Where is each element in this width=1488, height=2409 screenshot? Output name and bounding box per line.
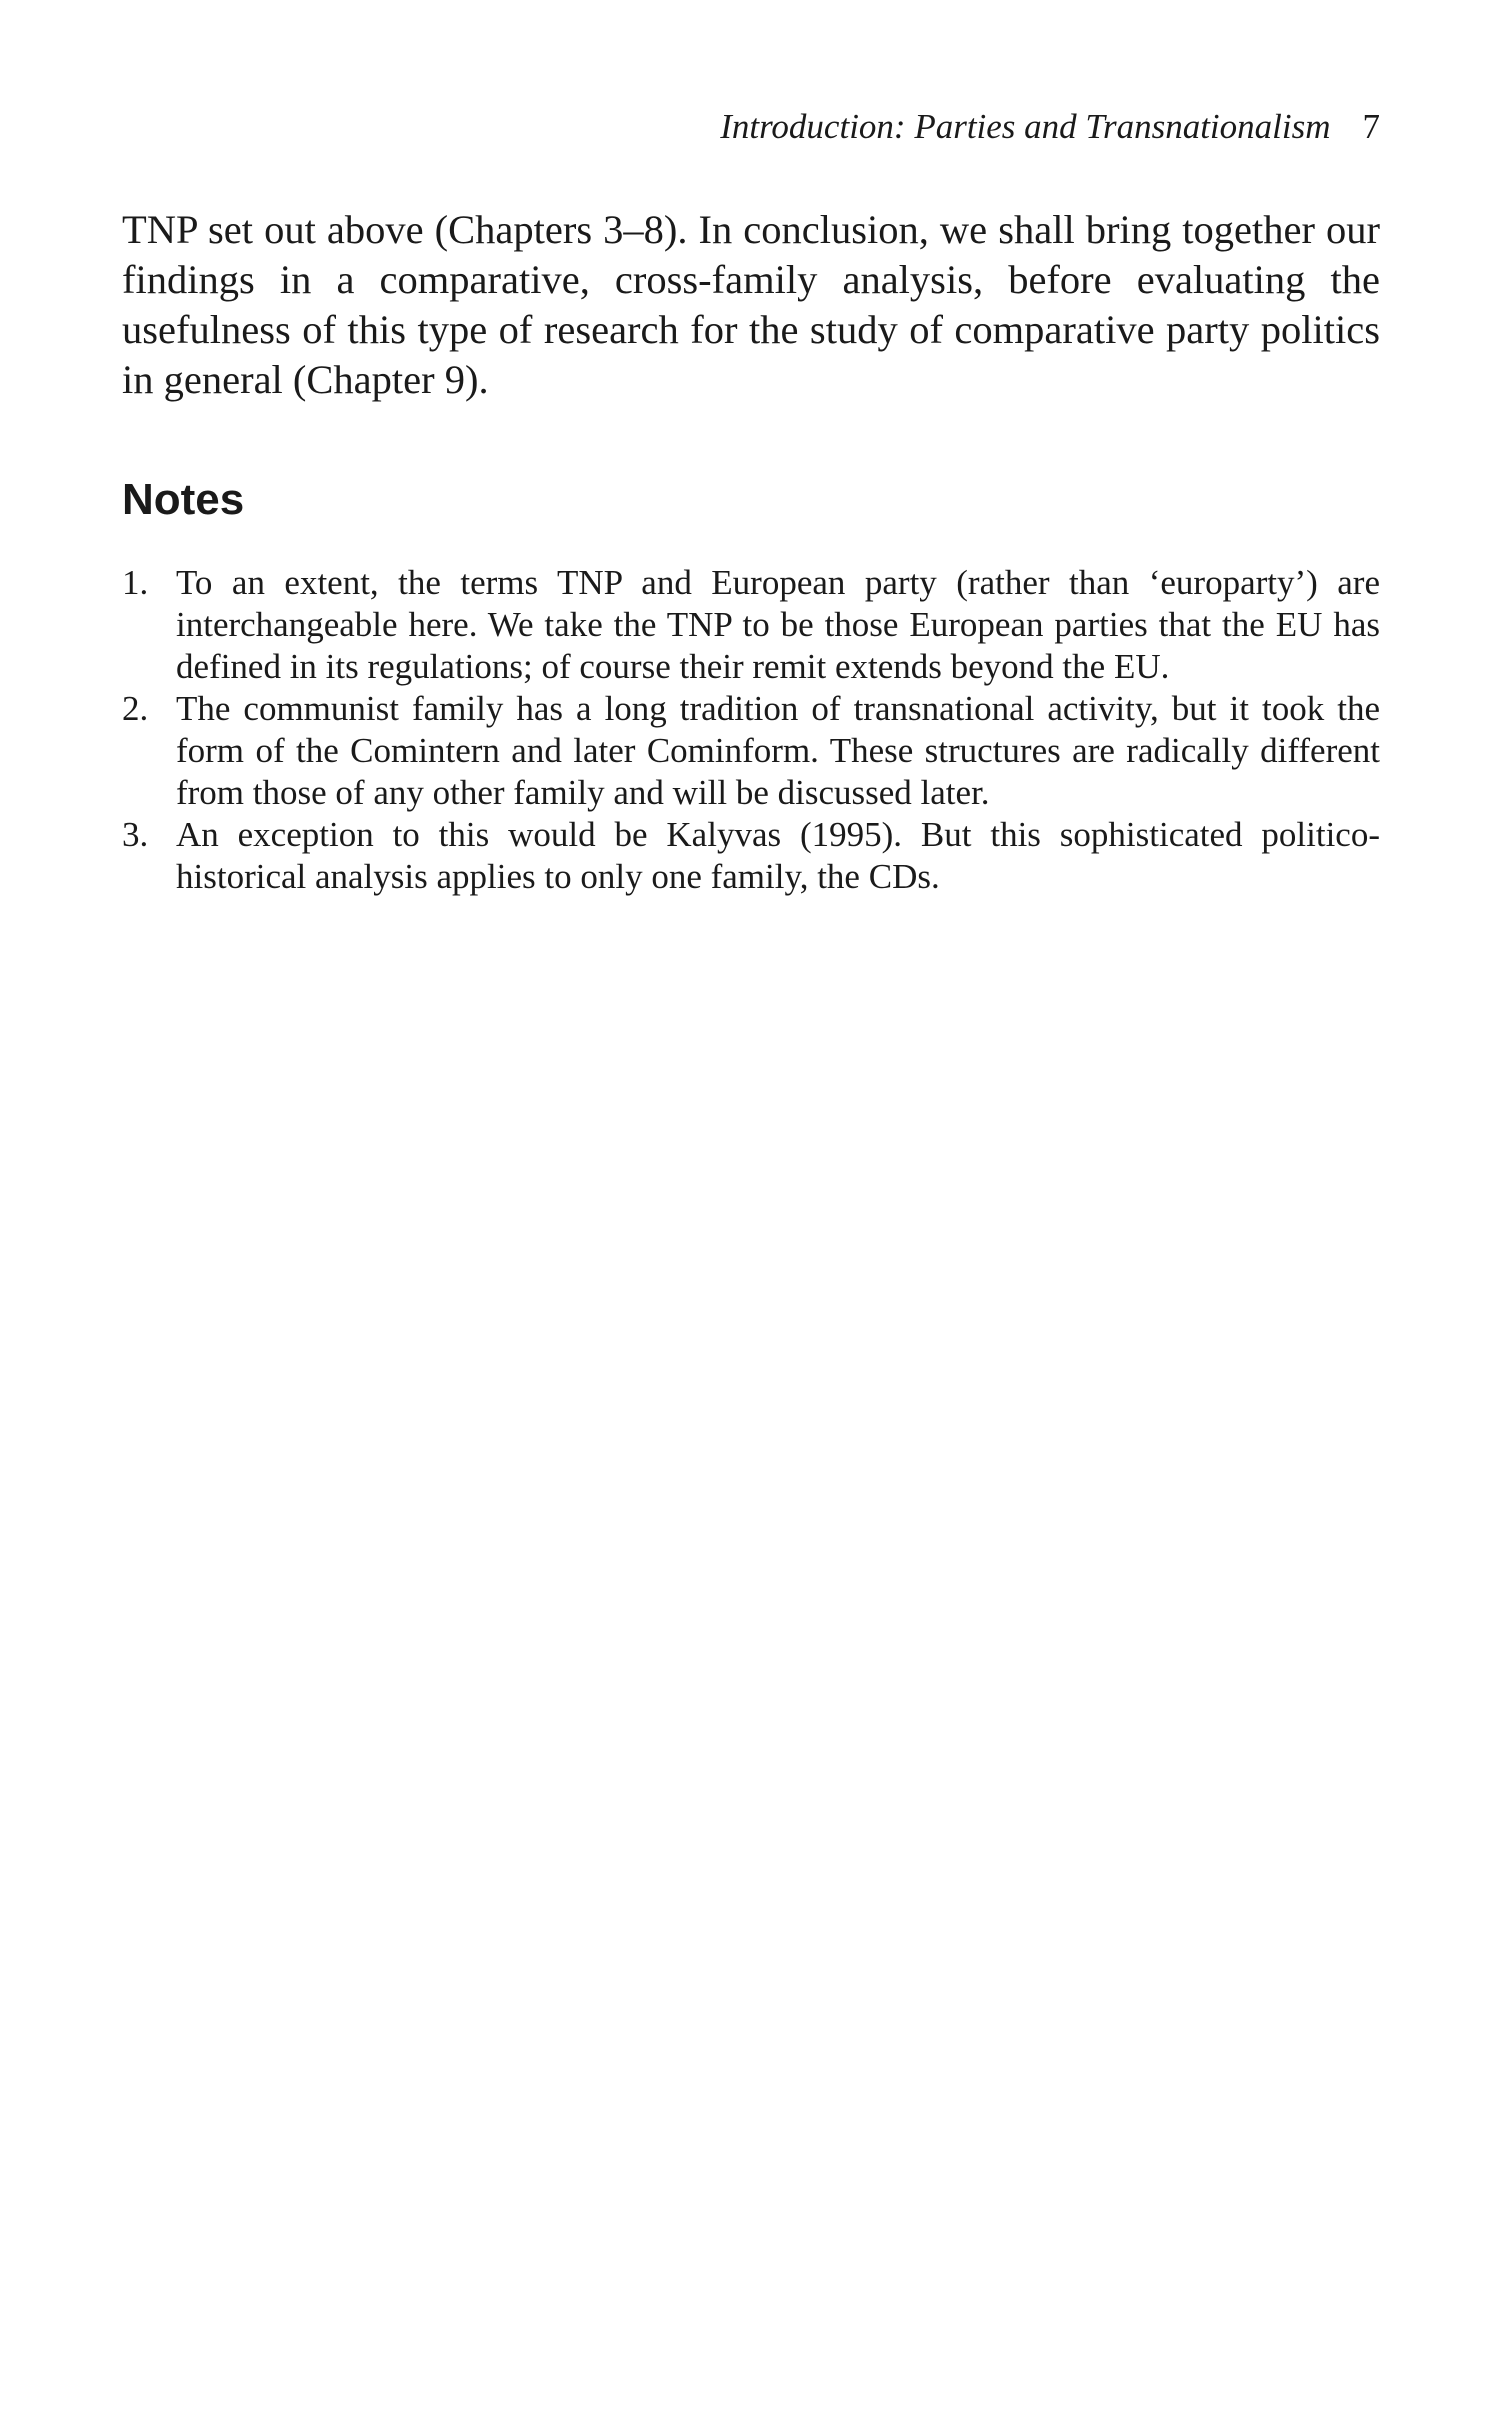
notes-list bbox=[122, 562, 1380, 898]
note-number: 2. bbox=[122, 689, 149, 728]
note-text: The communist family has a long tradition of transnational activity, but it took the form of the Comintern and later Cominform. These structures are radically different from those of any other family and will be discussed later. bbox=[176, 689, 1380, 812]
note-text: To an extent, the terms TNP and European party (rather than ‘europarty’) are interchangeable here. We take the TNP to be those European parties that the EU has defined in its regulations; of course their remit extends beyond the EU. bbox=[176, 563, 1380, 686]
note-text: An exception to this would be Kalyvas (1995). But this sophisticated politico-historical analysis applies to only one family, the CDs. bbox=[176, 815, 1380, 896]
note-item-1 bbox=[122, 562, 1380, 688]
running-head bbox=[720, 106, 1380, 148]
note-number: 3. bbox=[122, 815, 149, 854]
book-page bbox=[122, 0, 1380, 2409]
running-title: Introduction: Parties and Transnationalism bbox=[720, 107, 1331, 146]
note-item-2 bbox=[122, 688, 1380, 814]
note-number: 1. bbox=[122, 563, 149, 602]
page-number: 7 bbox=[1362, 107, 1380, 146]
body-paragraph: TNP set out above (Chapters 3–8). In conclusion, we shall bring together our findings in a comparative, cross-family analysis, before evaluating the usefulness of this type of research for the study of comparative party politics in general (Chapter 9). bbox=[122, 207, 1380, 402]
notes-heading: Notes bbox=[122, 475, 245, 524]
note-item-3 bbox=[122, 814, 1380, 898]
